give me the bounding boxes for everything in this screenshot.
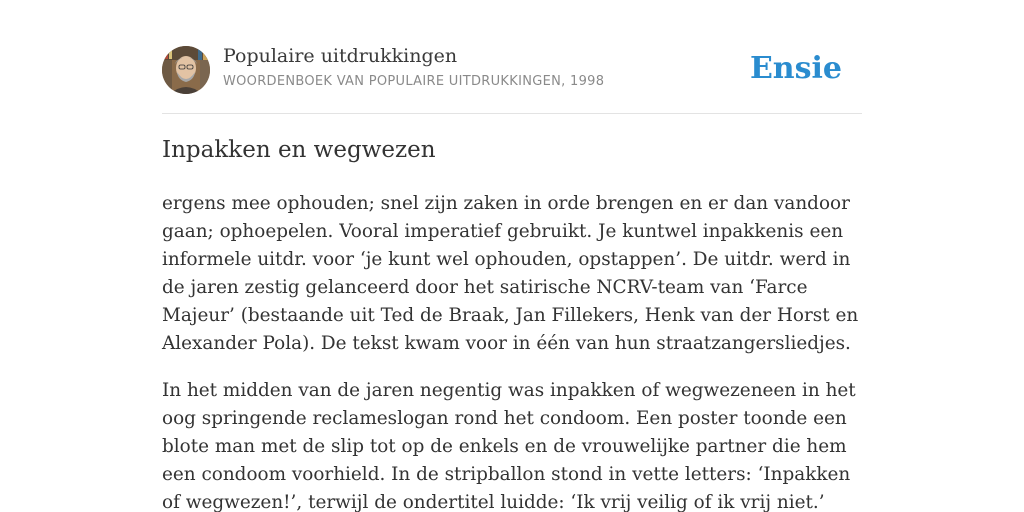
author-avatar[interactable] [162,46,210,94]
author-portrait-image [162,46,210,94]
source-header [162,0,862,114]
ensie-logo[interactable]: Ensie [749,51,842,86]
page-container [162,0,862,512]
entry-body [162,190,862,512]
entry-paragraph-2: In het midden van de jaren negentig was inpakken of wegwezeneen in het oog springende reclameslogan rond het condoom. Een poster toonde een blote man met de slip tot op de enkels en de vrouwelijke partner die hem een condoom voorhield. In de stripballon stond in vette letters: ‘Inpakken of wegwezen!’, terwijl de ondertitel luidde: ‘Ik vrij veilig of ik vrij niet.’ [162,380,856,512]
source-title[interactable]: Populaire uitdrukkingen [223,45,458,67]
entry-title: Inpakken en wegwezen [162,137,436,163]
entry-paragraph-1: ergens mee ophouden; snel zijn zaken in orde brengen en er dan vandoor gaan; ophoepelen. Vooral imperatief gebruikt. Je kuntwel inpakkenis een informele uitdr. voor ‘je kunt wel ophouden, opstappen’. De uitdr. werd in de jaren zestig gelanceerd door het satirische NCRV-team van ‘Farce Majeur’ (bestaande uit Ted de Braak, Jan Fillekers, Henk van der Horst en Alexander Pola). De tekst kwam voor in één van hun straatzangersliedjes. [162,193,859,354]
source-subtitle: WOORDENBOEK VAN POPULAIRE UITDRUKKINGEN, 1998 [223,74,605,89]
